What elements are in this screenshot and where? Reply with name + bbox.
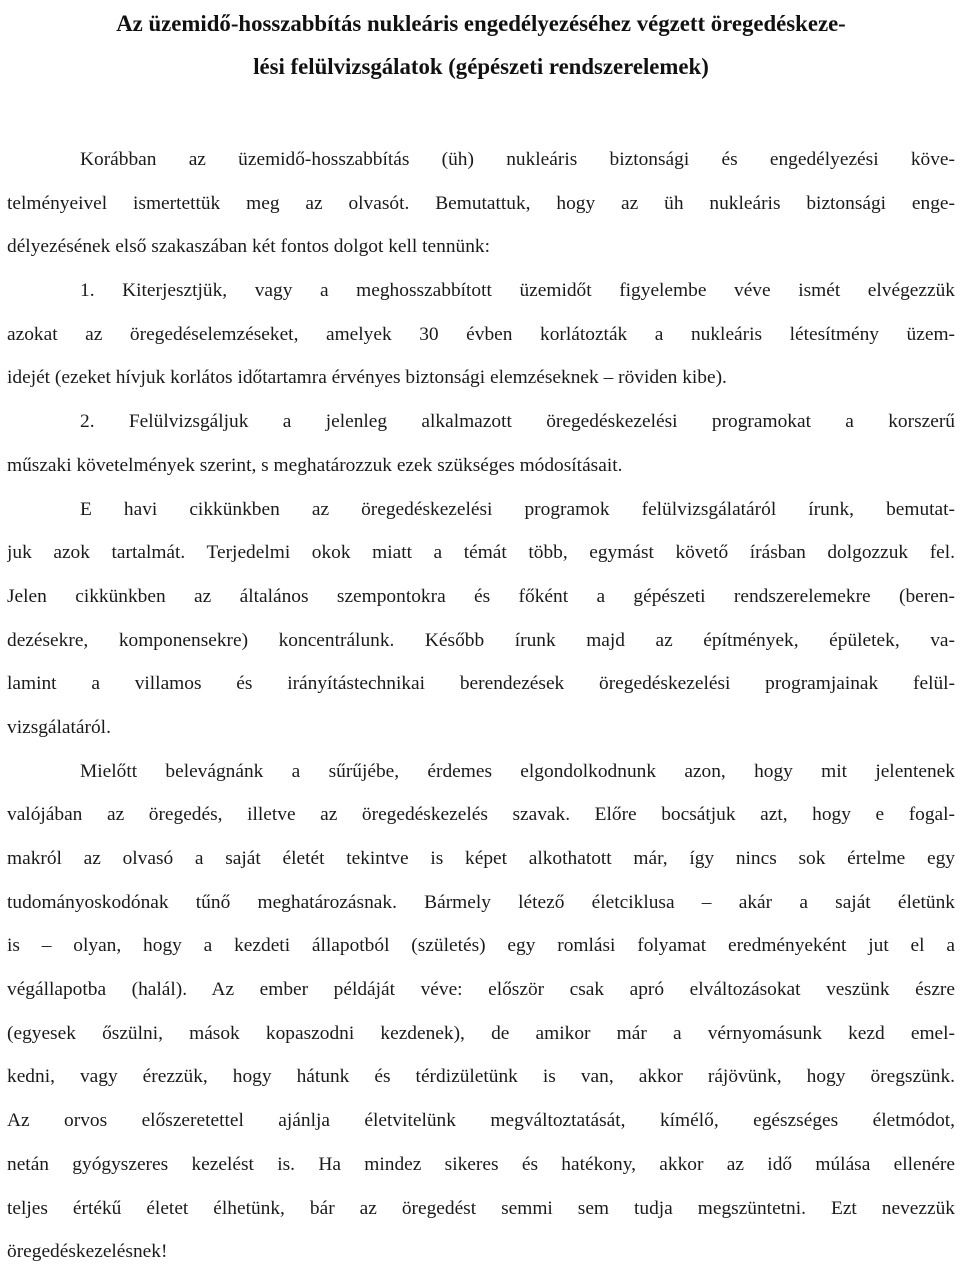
text-line: dezésekre, komponensekre) koncentrálunk. Később írunk majd az építmények, épületek, va-	[7, 629, 955, 651]
text-line: lamint a villamos és irányítástechnikai berendezések öregedéskezelési programjainak felül-	[7, 673, 955, 695]
text-line: Korábban az üzemidő-hosszabbítás (üh) nukleáris biztonsági és engedélyezési köve-	[80, 149, 955, 170]
text-line: (egyesek őszülni, mások kopaszodni kezdenek), de amikor már a vérnyomásunk kezd emel-	[7, 1022, 955, 1044]
text-line: juk azok tartalmát. Terjedelmi okok miatt a témát több, egymást követő írásban dolgozzuk fel.	[7, 542, 955, 564]
paragraph-scope	[7, 488, 955, 750]
text-line: öregedéskezelésnek!	[7, 1241, 168, 1263]
text-line: Jelen cikkünkben az általános szempontokra és főként a gépészeti rendszerelemekre (beren-	[7, 585, 955, 607]
text-line: 1. Kiterjesztjük, vagy a meghosszabbított üzemidőt figyelembe véve ismét elvégezzük	[80, 280, 955, 302]
article-body	[7, 138, 955, 1274]
title-line: lési felülvizsgálatok (gépészeti rendszerelemek)	[253, 54, 709, 79]
article-title	[7, 0, 955, 88]
text-line: teljes értékű életet élhetünk, bár az öregedést semmi sem tudja megszüntetni. Ezt nevezzük	[7, 1197, 955, 1219]
text-line: valójában az öregedés, illetve az öregedéskezelés szavak. Előre bocsátjuk azt, hogy e fogal-	[7, 804, 955, 826]
text-line: kedni, vagy érezzük, hogy hátunk és térdizületünk is van, akkor rájövünk, hogy öregszünk.	[7, 1066, 955, 1088]
text-line: műszaki követelmények szerint, s meghatározzuk ezek szükséges módosításait.	[7, 454, 623, 476]
document-page	[7, 0, 955, 1263]
list-item-1	[7, 269, 955, 400]
text-line: végállapotba (halál). Az ember példáját véve: először csak apró elváltozásokat veszünk észre	[7, 979, 955, 1001]
text-line: netán gyógyszeres kezelést is. Ha mindez sikeres és hatékony, akkor az idő múlása ellenére	[7, 1153, 955, 1175]
text-line: 2. Felülvizsgáljuk a jelenleg alkalmazott öregedéskezelési programokat a korszerű	[80, 411, 955, 433]
text-line: délyezésének első szakaszában két fontos dolgot kell tennünk:	[7, 236, 490, 258]
paragraph-aging	[7, 750, 955, 1274]
text-line: E havi cikkünkben az öregedéskezelési programok felülvizsgálatáról írunk, bemutat-	[80, 498, 955, 520]
text-line: telményeivel ismertettük meg az olvasót. Bemutattuk, hogy az üh nukleáris biztonsági enge-	[7, 192, 955, 214]
text-line: idejét (ezeket hívjuk korlátos időtartamra érvényes biztonsági elemzéseknek – röviden kibe).	[7, 367, 727, 389]
title-line: Az üzemidő-hosszabbítás nukleáris engedélyezéséhez végzett öregedéskeze-	[116, 11, 846, 36]
text-line: vizsgálatáról.	[7, 716, 111, 738]
list-item-2	[7, 400, 955, 487]
text-line: is – olyan, hogy a kezdeti állapotból (születés) egy romlási folyamat eredményeként jut el a	[7, 935, 955, 957]
text-line: azokat az öregedéselemzéseket, amelyek 30 évben korlátozták a nukleáris létesítmény üzem-	[7, 323, 955, 345]
paragraph-intro	[7, 138, 955, 269]
text-line: Mielőtt belevágnánk a sűrűjébe, érdemes elgondolkodnunk azon, hogy mit jelentenek	[80, 760, 955, 782]
text-line: tudományoskodónak tűnő meghatározásnak. Bármely létező életciklusa – akár a saját életünk	[7, 891, 955, 913]
text-line: Az orvos előszeretettel ajánlja életvitelünk megváltoztatását, kímélő, egészséges életmódot,	[7, 1110, 955, 1132]
text-line: makról az olvasó a saját életét tekintve is képet alkothatott már, így nincs sok értelme egy	[7, 848, 955, 869]
